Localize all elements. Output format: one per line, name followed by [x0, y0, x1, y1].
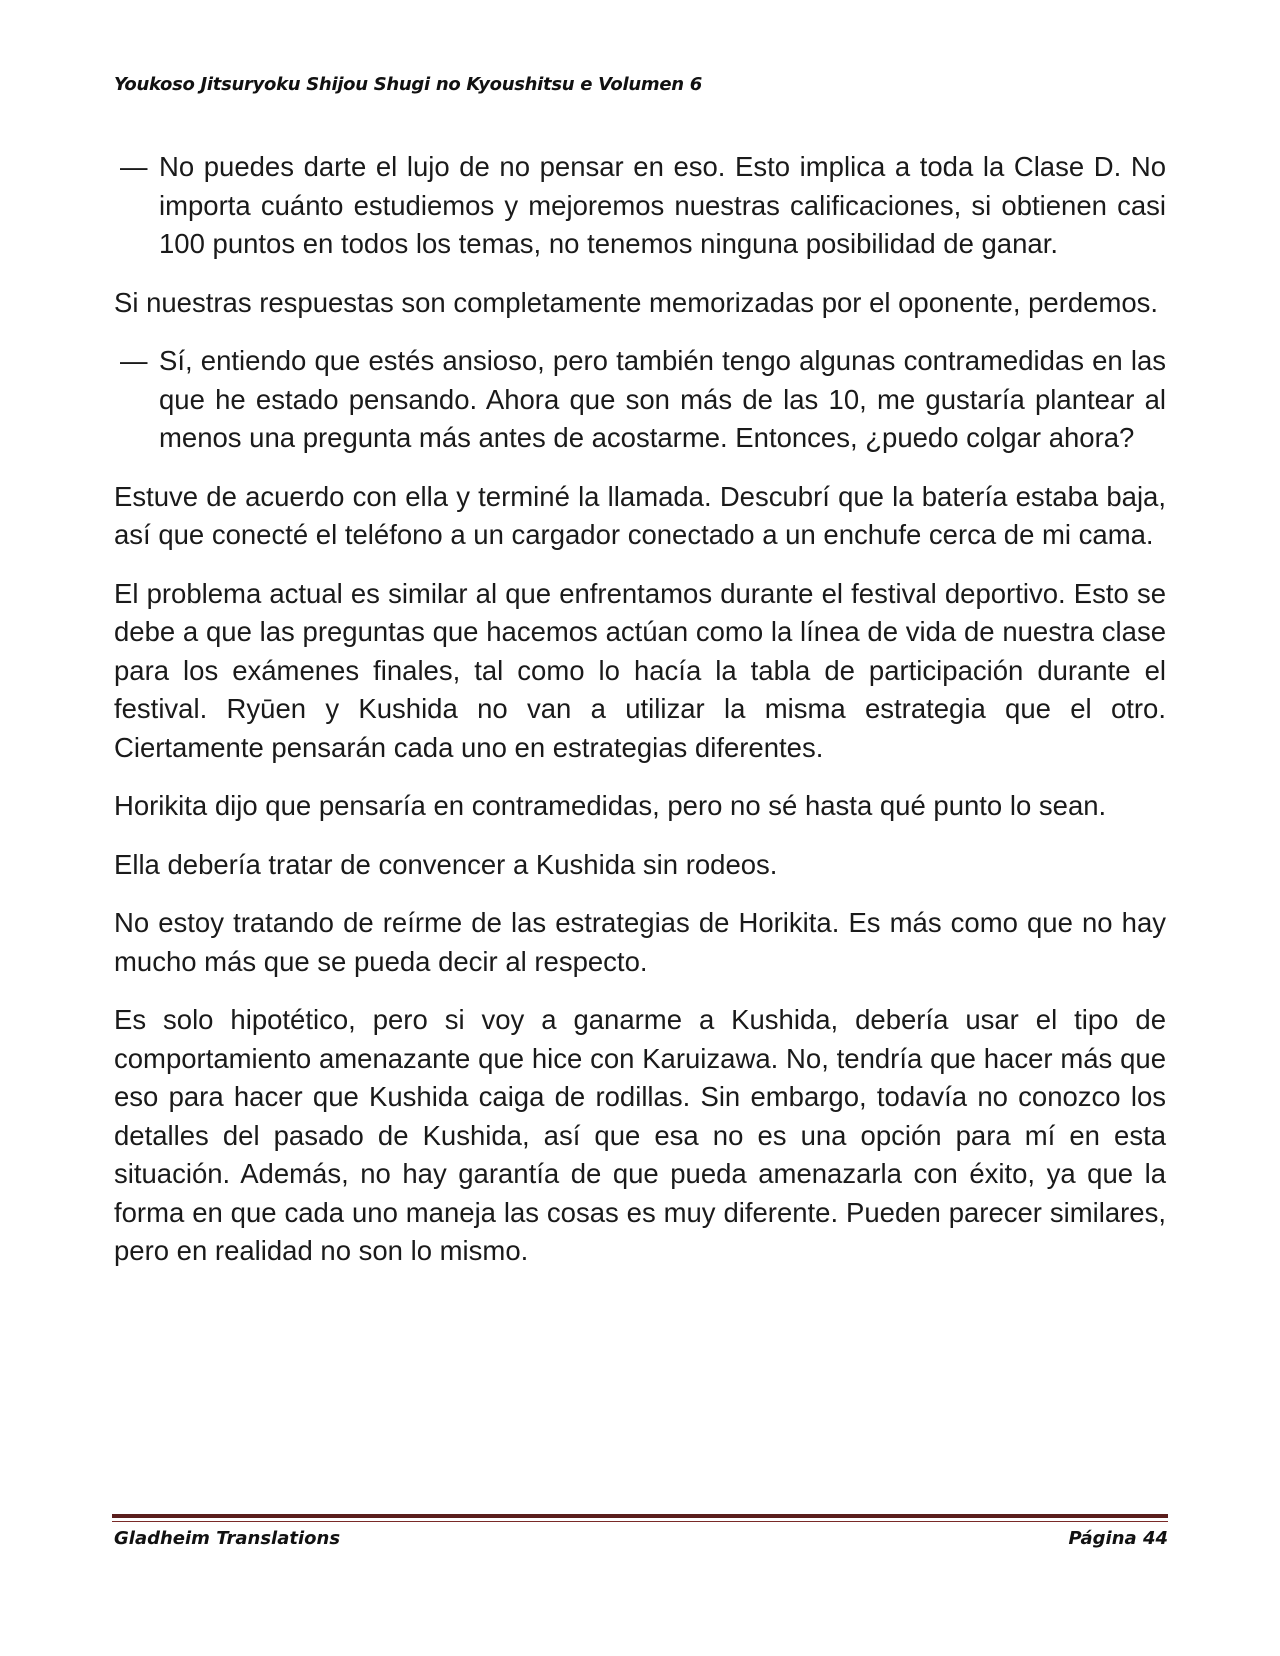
- dialogue-paragraph: [114, 342, 1166, 458]
- page-body: [114, 148, 1166, 1291]
- narration-paragraph: Si nuestras respuestas son completamente memorizadas por el oponente, perdemos.: [114, 286, 1159, 318]
- paragraph-text: No puedes darte el lujo de no pensar en eso. Esto implica a toda la Clase D. No importa cuánto estudiemos y mejoremos nuestras calificaciones, si obtienen casi 100 puntos en todos los temas, no tenemos ninguna posibilidad de ganar.: [159, 151, 1166, 259]
- dialogue-paragraph: [114, 148, 1166, 264]
- narration-paragraph: Horikita dijo que pensaría en contramedidas, pero no sé hasta qué punto lo sean.: [114, 790, 1107, 821]
- narration-paragraph: Estuve de acuerdo con ella y terminé la llamada. Descubrí que la batería estaba baja, así que conecté el teléfono a un cargador conectado a un enchufe cerca de mi cama.: [114, 480, 1166, 550]
- paragraph-text: Sí, entiendo que estés ansioso, pero también tengo algunas contramedidas en las que he estado pensando. Ahora que son más de las 10, me gustaría plantear al menos una pregunta más antes de acostarme. Entonces, ¿puedo colgar ahora?: [159, 345, 1166, 453]
- dialogue-dash: —: [120, 151, 148, 182]
- narration-paragraph: Es solo hipotético, pero si voy a ganarme a Kushida, debería usar el tipo de comportamiento amenazante que hice con Karuizawa. No, tendría que hacer más que eso para hacer que Kushida caiga de rodillas. Sin embargo, todavía no conozco los detalles del pasado de Kushida, así que esa no es una opción para mí en esta situación. Además, no hay garantía de que pueda amenazarla con éxito, ya que la forma en que cada uno maneja las cosas es muy diferente. Pueden parecer similares, pero en realidad no son lo mismo.: [114, 1004, 1166, 1266]
- footer-divider-thin: [112, 1521, 1168, 1522]
- narration-paragraph: No estoy tratando de reírme de las estrategias de Horikita. Es más como que no hay mucho más que se pueda decir al respecto.: [114, 907, 1166, 977]
- dialogue-dash: —: [120, 345, 148, 376]
- page-header-title: Youkoso Jitsuryoku Shijou Shugi no Kyoushitsu e Volumen 6: [114, 74, 702, 95]
- footer-translator: Gladheim Translations: [114, 1528, 341, 1549]
- footer-page-number: Página 44: [1068, 1528, 1168, 1549]
- narration-paragraph: Ella debería tratar de convencer a Kushida sin rodeos.: [114, 848, 778, 880]
- footer-divider: [112, 1514, 1168, 1518]
- narration-paragraph: El problema actual es similar al que enfrentamos durante el festival deportivo. Esto se debe a que las preguntas que hacemos actúan como la línea de vida de nuestra clase para los exámenes finales, tal como lo hacía la tabla de participación durante el festival. Ryūen y Kushida no van a utilizar la misma estrategia que el otro. Ciertamente pensarán cada uno en estrategias diferentes.: [114, 577, 1166, 763]
